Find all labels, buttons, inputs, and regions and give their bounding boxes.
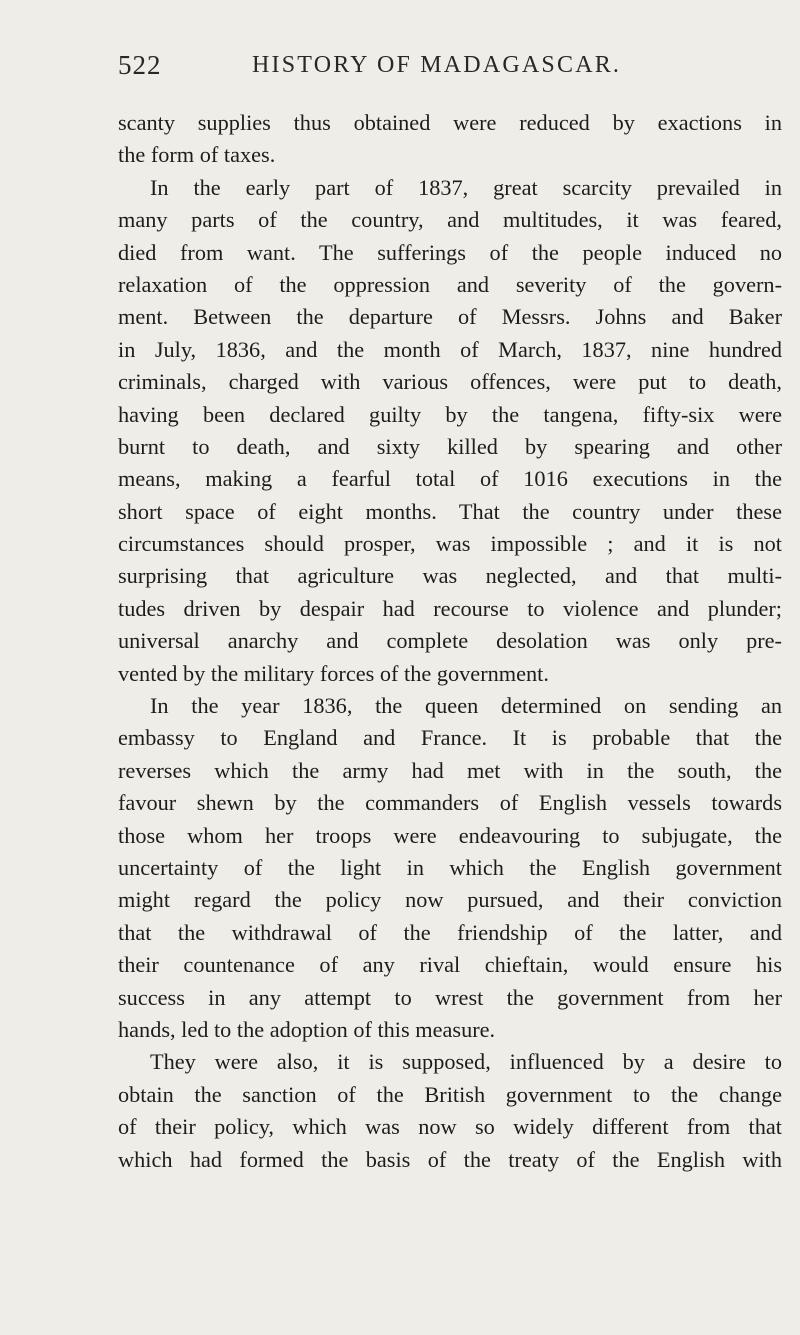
paragraph-first-line: They were also, it is supposed, influenced by a desire to	[150, 1049, 782, 1075]
text-line: died from want. The sufferings of the people induced no	[118, 239, 782, 265]
body-text	[118, 107, 782, 1176]
text-line: obtain the sanction of the British government to the change	[118, 1081, 782, 1107]
text-line: means, making a fearful total of 1016 executions in the	[118, 466, 782, 492]
text-line: hands, led to the adoption of this measure.	[118, 1016, 496, 1042]
text-line: the form of taxes.	[118, 142, 276, 168]
running-head: HISTORY OF MADAGASCAR.	[252, 52, 622, 78]
text-line: embassy to England and France. It is probable that the	[118, 725, 782, 751]
text-line: tudes driven by despair had recourse to violence and plunder;	[118, 595, 782, 621]
page-header	[118, 50, 790, 98]
text-line: in July, 1836, and the month of March, 1837, nine hundred	[118, 336, 782, 362]
text-line: surprising that agriculture was neglected, and that multi-	[118, 563, 782, 589]
text-line: their countenance of any rival chieftain, would ensure his	[118, 952, 782, 978]
text-line: reverses which the army had met with in the south, the	[118, 757, 782, 783]
paragraph-first-line: In the early part of 1837, great scarcity prevailed in	[150, 174, 782, 200]
text-line: short space of eight months. That the country under these	[118, 498, 782, 524]
paragraph-first-line: In the year 1836, the queen determined on sending an	[150, 693, 782, 719]
text-line: vented by the military forces of the government.	[118, 660, 549, 686]
text-line: universal anarchy and complete desolation was only pre-	[118, 628, 782, 654]
text-line: ment. Between the departure of Messrs. Johns and Baker	[118, 304, 782, 330]
text-line: success in any attempt to wrest the government from her	[118, 984, 782, 1010]
text-line: having been declared guilty by the tangena, fifty-six were	[118, 401, 782, 427]
page-number: 522	[118, 50, 162, 80]
text-line: that the withdrawal of the friendship of the latter, and	[118, 919, 782, 945]
text-line: might regard the policy now pursued, and their conviction	[118, 887, 782, 913]
text-line: scanty supplies thus obtained were reduced by exactions in	[118, 110, 782, 135]
text-line: of their policy, which was now so widely different from that	[118, 1114, 782, 1140]
text-line: burnt to death, and sixty killed by spearing and other	[118, 433, 782, 459]
text-line: uncertainty of the light in which the English government	[118, 854, 782, 880]
text-line: relaxation of the oppression and severity of the govern-	[118, 271, 782, 297]
text-line: many parts of the country, and multitudes, it was feared,	[118, 207, 782, 233]
text-line: favour shewn by the commanders of English vessels towards	[118, 790, 782, 816]
text-line: criminals, charged with various offences, were put to death,	[118, 369, 782, 395]
text-line: circumstances should prosper, was impossible ; and it is not	[118, 531, 782, 557]
text-line: which had formed the basis of the treaty of the English with	[118, 1146, 782, 1172]
text-line: those whom her troops were endeavouring to subjugate, the	[118, 822, 782, 848]
